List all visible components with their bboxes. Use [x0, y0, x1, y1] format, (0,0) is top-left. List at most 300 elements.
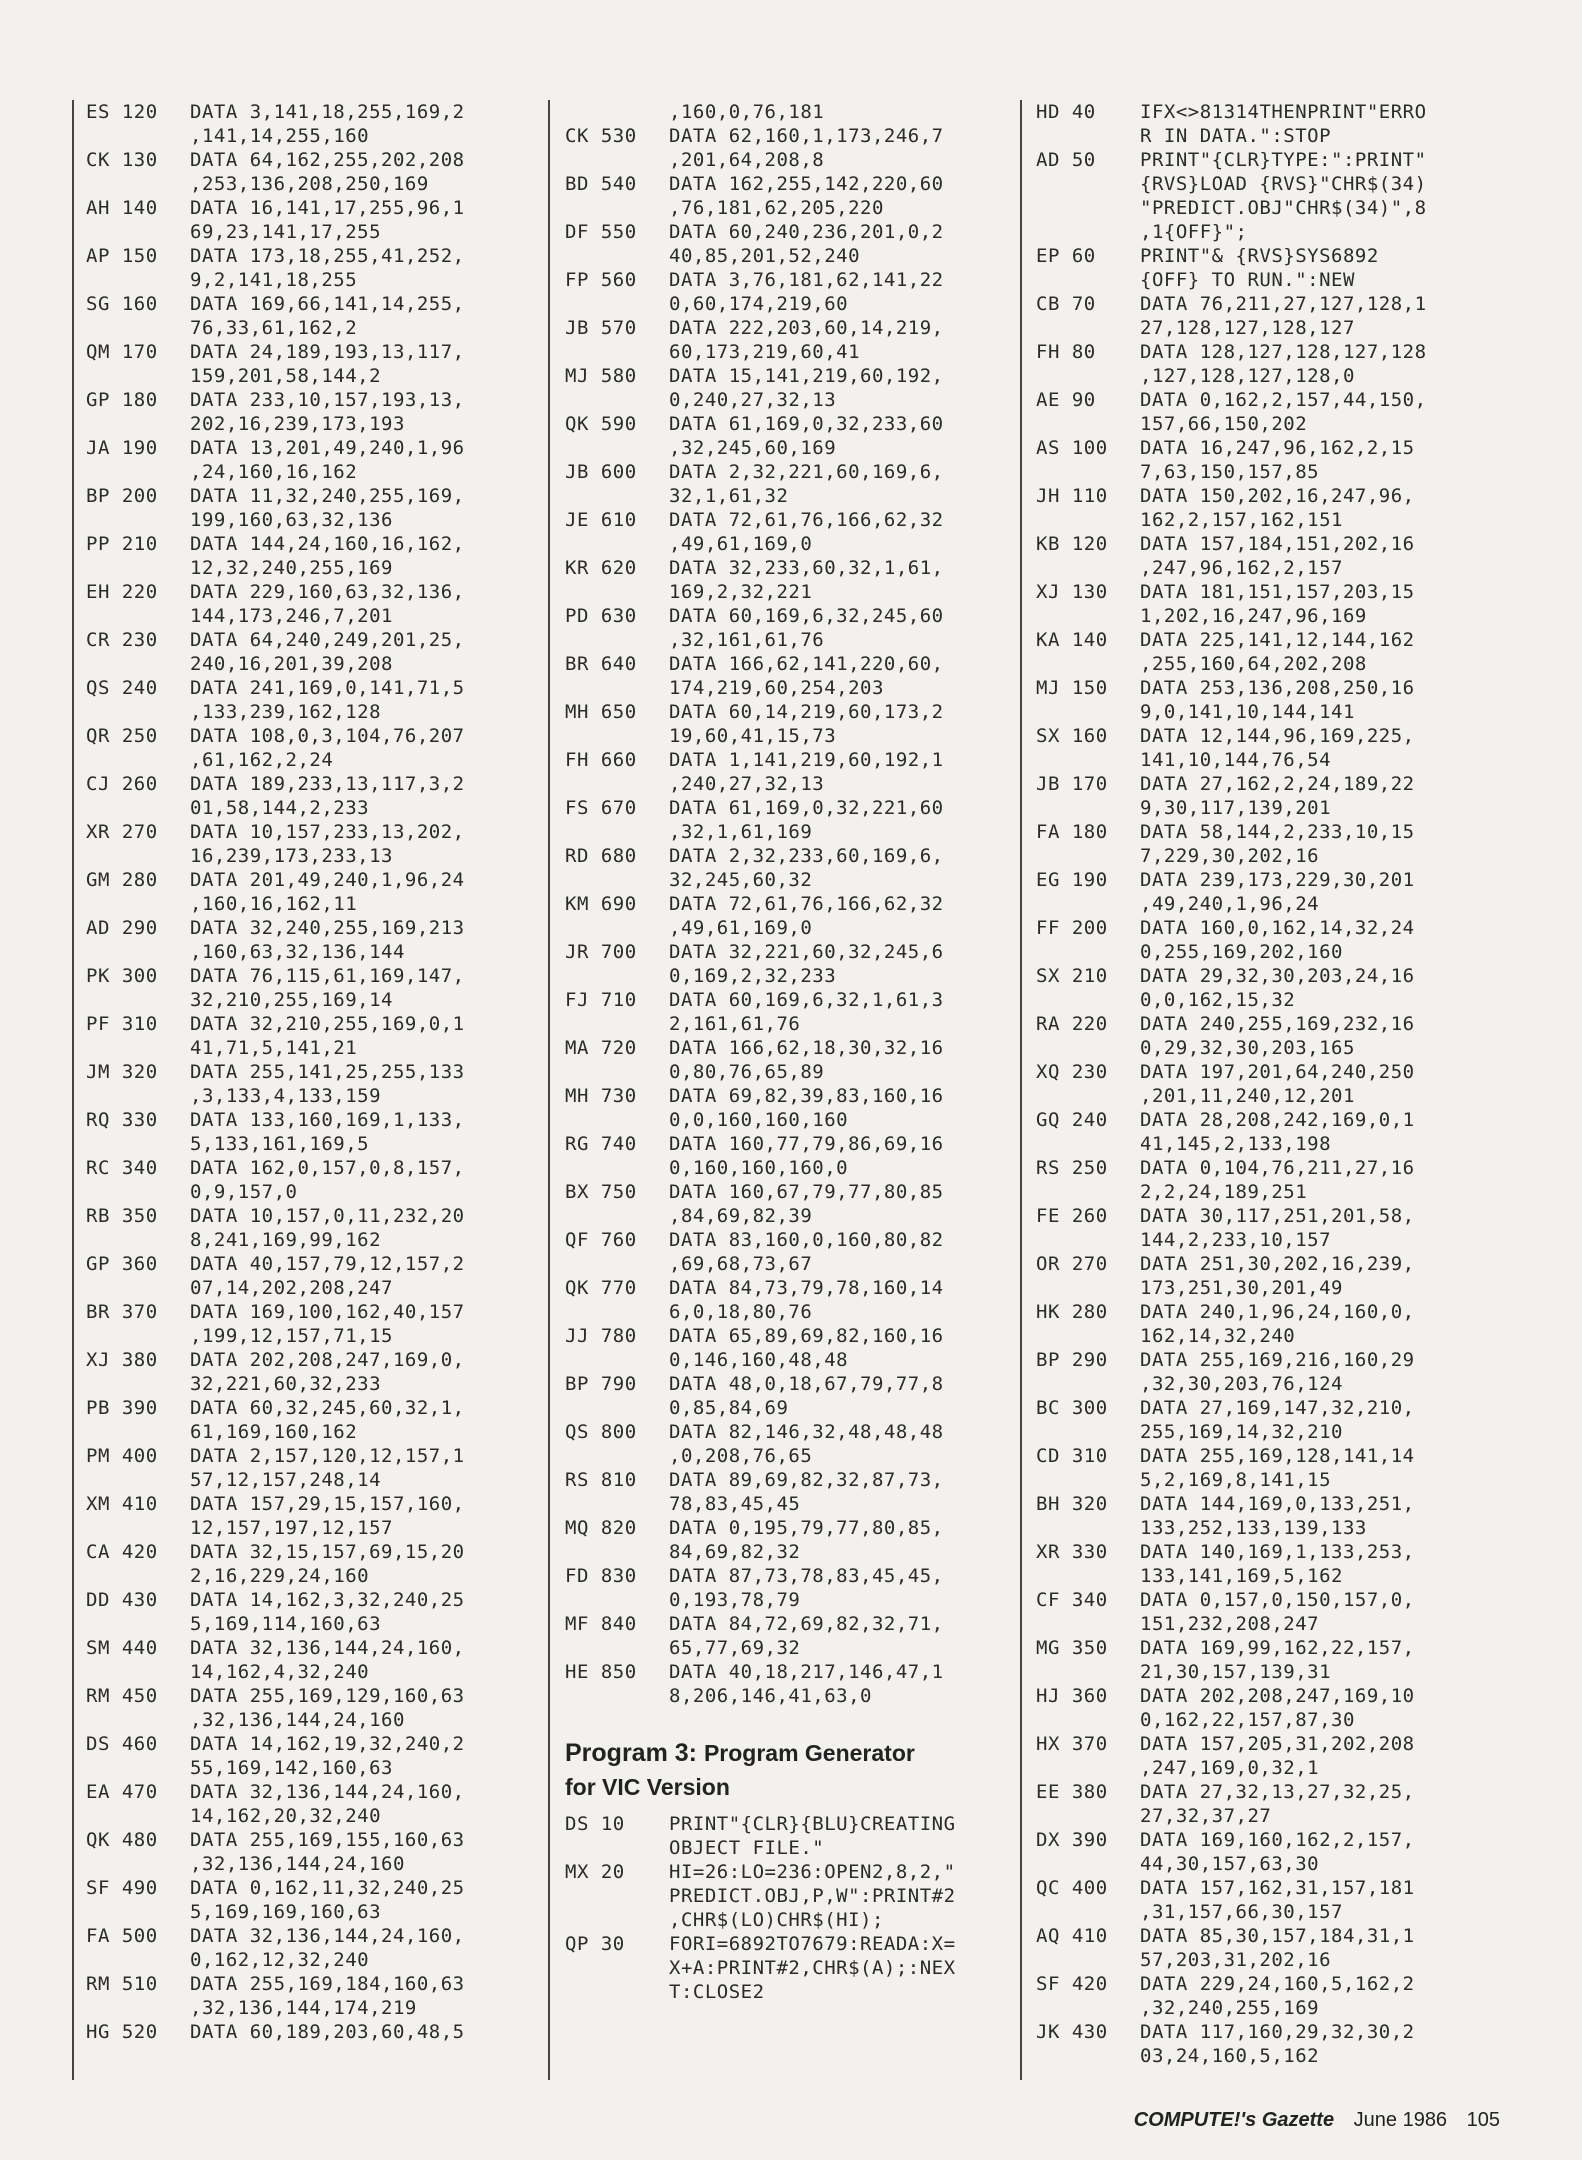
listing-line — [86, 340, 556, 388]
listing-line — [86, 1156, 556, 1204]
listing-line — [565, 1932, 1035, 2004]
listing-line — [1036, 1204, 1506, 1252]
line-code: DATA 157,184,151,202,16 ,247,96,162,2,157 — [1140, 533, 1415, 579]
column-rule-left — [72, 100, 74, 2080]
line-checksum-label: QP 30 — [565, 1933, 625, 1955]
listing-line — [565, 1132, 1035, 1180]
line-code: FORI=6892TO7679:READA:X= X+A:PRINT#2,CHR$(A);:NEX T:CLOSE2 — [669, 1933, 956, 2003]
listing-line — [565, 1036, 1035, 1084]
listing-line — [86, 100, 556, 148]
line-code: DATA 60,169,6,32,1,61,3 2,161,61,76 — [669, 989, 944, 1035]
line-code: DATA 61,169,0,32,221,60 ,32,1,61,169 — [669, 797, 944, 843]
listing-line — [1036, 1684, 1506, 1732]
line-code: DATA 87,73,78,83,45,45, 0,193,78,79 — [669, 1565, 944, 1611]
listing-line — [1036, 1732, 1506, 1780]
line-checksum-label: JR 700 — [565, 941, 637, 963]
line-checksum-label: BP 790 — [565, 1373, 637, 1395]
listing-line — [86, 1396, 556, 1444]
line-checksum-label: DS 10 — [565, 1813, 625, 1835]
line-code: PRINT"{CLR}{BLU}CREATING OBJECT FILE." — [669, 1813, 956, 1859]
line-checksum-label: RD 680 — [565, 845, 637, 867]
listing-line — [86, 1636, 556, 1684]
line-checksum-label: AE 90 — [1036, 389, 1096, 411]
footer-page-number: 105 — [1466, 2109, 1500, 2131]
line-checksum-label: EA 470 — [86, 1781, 158, 1803]
line-checksum-label: AQ 410 — [1036, 1925, 1108, 1947]
line-checksum-label: BR 370 — [86, 1301, 158, 1323]
line-code: DATA 14,162,19,32,240,2 55,169,142,160,63 — [190, 1733, 465, 1779]
listing-line — [565, 796, 1035, 844]
line-checksum-label: DF 550 — [565, 221, 637, 243]
line-checksum-label: KB 120 — [1036, 533, 1108, 555]
line-checksum-label: JB 570 — [565, 317, 637, 339]
line-code: DATA 169,66,141,14,255, 76,33,61,162,2 — [190, 293, 465, 339]
line-code: DATA 82,146,32,48,48,48 ,0,208,76,65 — [669, 1421, 944, 1467]
line-checksum-label: DX 390 — [1036, 1829, 1108, 1851]
listing-line — [86, 1108, 556, 1156]
listing-line — [1036, 1876, 1506, 1924]
line-checksum-label: RB 350 — [86, 1205, 158, 1227]
line-code: DATA 89,69,82,32,87,73, 78,83,45,45 — [669, 1469, 944, 1515]
listing-line — [565, 1860, 1035, 1932]
line-checksum-label: XJ 380 — [86, 1349, 158, 1371]
listing-line — [565, 412, 1035, 460]
line-code: DATA 15,141,219,60,192, 0,240,27,32,13 — [669, 365, 944, 411]
listing-line — [86, 1588, 556, 1636]
line-code: DATA 133,160,169,1,133, 5,133,161,169,5 — [190, 1109, 465, 1155]
listing-line — [1036, 1924, 1506, 1972]
line-code: DATA 12,144,96,169,225, 141,10,144,76,54 — [1140, 725, 1415, 771]
line-code: DATA 32,136,144,24,160, 14,162,20,32,240 — [190, 1781, 465, 1827]
program-3-heading-rest: Program Generator — [703, 1740, 915, 1766]
line-code: DATA 27,162,2,24,189,22 9,30,117,139,201 — [1140, 773, 1415, 819]
line-code: DATA 229,24,160,5,162,2 ,32,240,255,169 — [1140, 1973, 1415, 2019]
footer-publication: COMPUTE!'s Gazette — [1133, 2109, 1335, 2131]
line-code: DATA 157,29,15,157,160, 12,157,197,12,157 — [190, 1493, 465, 1539]
listing-line — [1036, 1828, 1506, 1876]
listing-line — [86, 388, 556, 436]
listing-line — [86, 1972, 556, 2020]
listing-line — [1036, 676, 1506, 724]
line-checksum-label: AD 50 — [1036, 149, 1096, 171]
line-checksum-label: HD 40 — [1036, 101, 1096, 123]
listing-line — [1036, 388, 1506, 436]
line-code: DATA 13,201,49,240,1,96 ,24,160,16,162 — [190, 437, 465, 483]
listing-line — [565, 844, 1035, 892]
line-code: DATA 160,77,79,86,69,16 0,160,160,160,0 — [669, 1133, 944, 1179]
line-code: DATA 32,221,60,32,245,6 0,169,2,32,233 — [669, 941, 944, 987]
line-checksum-label: MG 350 — [1036, 1637, 1108, 1659]
line-code: DATA 60,169,6,32,245,60 ,32,161,61,76 — [669, 605, 944, 651]
listing-line — [86, 1924, 556, 1972]
line-code: PRINT"{CLR}TYPE:":PRINT" {RVS}LOAD {RVS}"CHR$(34) "PREDICT.OBJ"CHR$(34)",8 ,1{OFF}"; — [1140, 149, 1427, 243]
line-checksum-label: MA 720 — [565, 1037, 637, 1059]
line-checksum-label: RS 810 — [565, 1469, 637, 1491]
listing-line — [1036, 436, 1506, 484]
line-code: DATA 157,205,31,202,208 ,247,169,0,32,1 — [1140, 1733, 1415, 1779]
line-checksum-label: SG 160 — [86, 293, 158, 315]
line-code: DATA 28,208,242,169,0,1 41,145,2,133,198 — [1140, 1109, 1415, 1155]
line-code: DATA 160,0,162,14,32,24 0,255,169,202,160 — [1140, 917, 1415, 963]
line-checksum-label: QC 400 — [1036, 1877, 1108, 1899]
listing-line — [86, 1300, 556, 1348]
listing-line — [565, 1276, 1035, 1324]
line-code: DATA 117,160,29,32,30,2 03,24,160,5,162 — [1140, 2021, 1415, 2067]
listing-line — [565, 700, 1035, 748]
line-checksum-label: JM 320 — [86, 1061, 158, 1083]
line-checksum-label: XR 270 — [86, 821, 158, 843]
line-code: DATA 3,141,18,255,169,2 ,141,14,255,160 — [190, 101, 465, 147]
line-code: DATA 24,189,193,13,117, 159,201,58,144,2 — [190, 341, 465, 387]
line-code: DATA 62,160,1,173,246,7 ,201,64,208,8 — [669, 125, 944, 171]
listing-line — [565, 364, 1035, 412]
line-code: DATA 29,32,30,203,24,16 0,0,162,15,32 — [1140, 965, 1415, 1011]
line-checksum-label: GM 280 — [86, 869, 158, 891]
listing-column-1 — [86, 100, 556, 2056]
line-code: DATA 2,32,233,60,169,6, 32,245,60,32 — [669, 845, 944, 891]
line-code: DATA 160,67,79,77,80,85 ,84,69,82,39 — [669, 1181, 944, 1227]
line-checksum-label: RC 340 — [86, 1157, 158, 1179]
line-code: DATA 64,162,255,202,208 ,253,136,208,250,169 — [190, 149, 465, 195]
listing-line — [1036, 628, 1506, 676]
continuation-line — [565, 100, 1035, 124]
listing-line — [1036, 1492, 1506, 1540]
line-code: DATA 181,151,157,203,15 1,202,16,247,96,169 — [1140, 581, 1415, 627]
line-code: DATA 201,49,240,1,96,24 ,160,16,162,11 — [190, 869, 465, 915]
line-checksum-label: QS 240 — [86, 677, 158, 699]
listing-line — [1036, 820, 1506, 868]
line-checksum-label: FA 180 — [1036, 821, 1108, 843]
listing-line — [86, 1060, 556, 1108]
line-code: DATA 69,82,39,83,160,16 0,0,160,160,160 — [669, 1085, 944, 1131]
line-code: DATA 202,208,247,169,10 0,162,22,157,87,30 — [1140, 1685, 1415, 1731]
line-checksum-label: BP 290 — [1036, 1349, 1108, 1371]
line-code: DATA 60,32,245,60,32,1, 61,169,160,162 — [190, 1397, 465, 1443]
line-checksum-label: XJ 130 — [1036, 581, 1108, 603]
line-checksum-label: BX 750 — [565, 1181, 637, 1203]
line-checksum-label: RM 450 — [86, 1685, 158, 1707]
line-checksum-label: DD 430 — [86, 1589, 158, 1611]
listing-line — [86, 916, 556, 964]
line-checksum-label: FH 80 — [1036, 341, 1096, 363]
line-checksum-label: CR 230 — [86, 629, 158, 651]
line-code: HI=26:LO=236:OPEN2,8,2," PREDICT.OBJ,P,W":PRINT#2 ,CHR$(LO)CHR$(HI); — [669, 1861, 956, 1931]
listing-line — [86, 628, 556, 676]
line-checksum-label: SF 420 — [1036, 1973, 1108, 1995]
line-checksum-label: MX 20 — [565, 1861, 625, 1883]
line-code: DATA 169,99,162,22,157, 21,30,157,139,31 — [1140, 1637, 1415, 1683]
line-code: DATA 61,169,0,32,233,60 ,32,245,60,169 — [669, 413, 944, 459]
line-checksum-label: GP 180 — [86, 389, 158, 411]
line-checksum-label: AD 290 — [86, 917, 158, 939]
listing-line — [565, 1228, 1035, 1276]
line-code: DATA 64,240,249,201,25, 240,16,201,39,208 — [190, 629, 465, 675]
line-code: DATA 166,62,141,220,60, 174,219,60,254,203 — [669, 653, 944, 699]
listing-line — [86, 724, 556, 772]
line-code: DATA 162,255,142,220,60 ,76,181,62,205,220 — [669, 173, 944, 219]
line-checksum-label: KR 620 — [565, 557, 637, 579]
line-code: DATA 14,162,3,32,240,25 5,169,114,160,63 — [190, 1589, 465, 1635]
line-code: DATA 202,208,247,169,0, 32,221,60,32,233 — [190, 1349, 465, 1395]
line-checksum-label: JJ 780 — [565, 1325, 637, 1347]
listing-line — [565, 268, 1035, 316]
listing-line — [86, 1684, 556, 1732]
listing-line — [565, 988, 1035, 1036]
line-checksum-label: SX 210 — [1036, 965, 1108, 987]
line-code: DATA 0,157,0,150,157,0, 151,232,208,247 — [1140, 1589, 1415, 1635]
line-code: DATA 32,240,255,169,213 ,160,63,32,136,144 — [190, 917, 465, 963]
line-checksum-label: QM 170 — [86, 341, 158, 363]
line-checksum-label: QK 770 — [565, 1277, 637, 1299]
listing-line — [1036, 1348, 1506, 1396]
line-code: DATA 255,169,216,160,29 ,32,30,203,76,124 — [1140, 1349, 1415, 1395]
line-checksum-label: PF 310 — [86, 1013, 158, 1035]
listing-line — [1036, 580, 1506, 628]
line-checksum-label: RS 250 — [1036, 1157, 1108, 1179]
line-checksum-label: MH 730 — [565, 1085, 637, 1107]
listing-line — [565, 220, 1035, 268]
listing-column-2 — [565, 100, 1035, 2004]
line-code: PRINT"& {RVS}SYS6892 {OFF} TO RUN.":NEW — [1140, 245, 1379, 291]
listing-line — [565, 172, 1035, 220]
line-checksum-label: HG 520 — [86, 2021, 158, 2043]
line-checksum-label: XM 410 — [86, 1493, 158, 1515]
listing-line — [565, 508, 1035, 556]
line-code: DATA 76,211,27,127,128,1 27,128,127,128,127 — [1140, 293, 1427, 339]
line-checksum-label: RG 740 — [565, 1133, 637, 1155]
listing-line — [86, 148, 556, 196]
line-code: DATA 239,173,229,30,201 ,49,240,1,96,24 — [1140, 869, 1415, 915]
line-checksum-label: JB 600 — [565, 461, 637, 483]
line-code: DATA 169,160,162,2,157, 44,30,157,63,30 — [1140, 1829, 1415, 1875]
program-3-heading — [565, 1736, 1035, 1804]
line-checksum-label: BC 300 — [1036, 1397, 1108, 1419]
line-code: DATA 241,169,0,141,71,5 ,133,239,162,128 — [190, 677, 465, 723]
listing-line — [86, 1012, 556, 1060]
listing-line — [86, 1444, 556, 1492]
line-checksum-label: HE 850 — [565, 1661, 637, 1683]
line-code: DATA 255,141,25,255,133 ,3,133,4,133,159 — [190, 1061, 465, 1107]
line-checksum-label: EP 60 — [1036, 245, 1096, 267]
line-code: DATA 16,141,17,255,96,1 69,23,141,17,255 — [190, 197, 465, 243]
line-checksum-label: GP 360 — [86, 1253, 158, 1275]
line-code: DATA 240,1,96,24,160,0, 162,14,32,240 — [1140, 1301, 1415, 1347]
line-checksum-label: QF 760 — [565, 1229, 637, 1251]
line-checksum-label: FA 500 — [86, 1925, 158, 1947]
listing-line — [565, 1612, 1035, 1660]
line-code: DATA 255,169,129,160,63 ,32,136,144,24,160 — [190, 1685, 465, 1731]
listing-line — [86, 1732, 556, 1780]
listing-line — [1036, 244, 1506, 292]
line-code: DATA 58,144,2,233,10,15 7,229,30,202,16 — [1140, 821, 1415, 867]
line-code: DATA 11,32,240,255,169, 199,160,63,32,136 — [190, 485, 465, 531]
listing-line — [565, 1660, 1035, 1708]
listing-line — [86, 244, 556, 292]
listing-line — [1036, 1540, 1506, 1588]
line-checksum-label: MF 840 — [565, 1613, 637, 1635]
listing-line — [1036, 772, 1506, 820]
line-checksum-label: DS 460 — [86, 1733, 158, 1755]
line-checksum-label: MQ 820 — [565, 1517, 637, 1539]
line-code: DATA 32,15,157,69,15,20 2,16,229,24,160 — [190, 1541, 465, 1587]
line-checksum-label: PK 300 — [86, 965, 158, 987]
line-code: DATA 197,201,64,240,250 ,201,11,240,12,201 — [1140, 1061, 1415, 1107]
listing-line — [565, 604, 1035, 652]
program-3-heading-line2: for VIC Version — [565, 1774, 730, 1800]
line-checksum-label: GQ 240 — [1036, 1109, 1108, 1131]
listing-line — [565, 316, 1035, 364]
listing-line — [565, 748, 1035, 796]
line-checksum-label: FH 660 — [565, 749, 637, 771]
listing-line — [86, 580, 556, 628]
line-checksum-label: JA 190 — [86, 437, 158, 459]
listing-line — [86, 1204, 556, 1252]
line-checksum-label: SM 440 — [86, 1637, 158, 1659]
listing-line — [565, 1084, 1035, 1132]
line-checksum-label: MH 650 — [565, 701, 637, 723]
line-code: DATA 72,61,76,166,62,32 ,49,61,169,0 — [669, 893, 944, 939]
listing-line — [565, 1420, 1035, 1468]
line-checksum-label: MJ 580 — [565, 365, 637, 387]
listing-line — [565, 460, 1035, 508]
line-code: DATA 240,255,169,232,16 0,29,32,30,203,165 — [1140, 1013, 1415, 1059]
listing-line — [565, 1812, 1035, 1860]
line-code: DATA 140,169,1,133,253, 133,141,169,5,162 — [1140, 1541, 1415, 1587]
line-code: DATA 84,73,79,78,160,14 6,0,18,80,76 — [669, 1277, 944, 1323]
listing-line — [1036, 100, 1506, 148]
listing-line — [86, 1252, 556, 1300]
line-code: DATA 48,0,18,67,79,77,8 0,85,84,69 — [669, 1373, 944, 1419]
program-3-heading-bold: Program 3: — [565, 1739, 697, 1767]
listing-line — [1036, 1636, 1506, 1684]
listing-line — [565, 892, 1035, 940]
listing-line — [86, 532, 556, 580]
line-code: DATA 32,136,144,24,160, 14,162,4,32,240 — [190, 1637, 465, 1683]
listing-line — [86, 772, 556, 820]
line-code: DATA 222,203,60,14,219, 60,173,219,60,41 — [669, 317, 944, 363]
line-code: DATA 169,100,162,40,157 ,199,12,157,71,15 — [190, 1301, 465, 1347]
line-checksum-label: QR 250 — [86, 725, 158, 747]
line-checksum-label: BD 540 — [565, 173, 637, 195]
line-checksum-label: EG 190 — [1036, 869, 1108, 891]
line-checksum-label: PB 390 — [86, 1397, 158, 1419]
listing-line — [86, 436, 556, 484]
line-code: DATA 32,136,144,24,160, 0,162,12,32,240 — [190, 1925, 465, 1971]
line-checksum-label: BP 200 — [86, 485, 158, 507]
listing-column-3 — [1036, 100, 1506, 2068]
line-code: DATA 27,169,147,32,210, 255,169,14,32,210 — [1140, 1397, 1415, 1443]
line-checksum-label: OR 270 — [1036, 1253, 1108, 1275]
listing-line — [1036, 340, 1506, 388]
line-checksum-label: JK 430 — [1036, 2021, 1108, 2043]
listing-line — [1036, 1060, 1506, 1108]
line-checksum-label: KM 690 — [565, 893, 637, 915]
listing-line — [1036, 964, 1506, 1012]
listing-line — [1036, 1300, 1506, 1348]
line-checksum-label: FF 200 — [1036, 917, 1108, 939]
listing-line — [86, 292, 556, 340]
listing-line — [565, 940, 1035, 988]
line-code: DATA 255,169,184,160,63 ,32,136,144,174,219 — [190, 1973, 465, 2019]
listing-line — [86, 820, 556, 868]
line-code: DATA 10,157,0,11,232,20 8,241,169,99,162 — [190, 1205, 465, 1251]
line-code: DATA 27,32,13,27,32,25, 27,32,37,27 — [1140, 1781, 1415, 1827]
line-checksum-label: QS 800 — [565, 1421, 637, 1443]
listing-line — [86, 1876, 556, 1924]
listing-line — [565, 1180, 1035, 1228]
listing-line — [1036, 1444, 1506, 1492]
line-checksum-label: QK 590 — [565, 413, 637, 435]
line-checksum-label: RM 510 — [86, 1973, 158, 1995]
line-code: DATA 233,10,157,193,13, 202,16,239,173,193 — [190, 389, 465, 435]
line-code: DATA 65,89,69,82,160,16 0,146,160,48,48 — [669, 1325, 944, 1371]
listing-line — [1036, 724, 1506, 772]
line-code: DATA 30,117,251,201,58, 144,2,233,10,157 — [1140, 1205, 1415, 1251]
line-checksum-label: PM 400 — [86, 1445, 158, 1467]
listing-line — [86, 964, 556, 1012]
listing-line — [1036, 292, 1506, 340]
line-code: IFX<>81314THENPRINT"ERRO R IN DATA.":STOP — [1140, 101, 1427, 147]
listing-line — [1036, 1108, 1506, 1156]
line-code: DATA 162,0,157,0,8,157, 0,9,157,0 — [190, 1157, 465, 1203]
line-checksum-label: CF 340 — [1036, 1589, 1108, 1611]
line-checksum-label: CA 420 — [86, 1541, 158, 1563]
line-checksum-label: KA 140 — [1036, 629, 1108, 651]
line-checksum-label: CD 310 — [1036, 1445, 1108, 1467]
listing-line — [86, 196, 556, 244]
line-checksum-label: JB 170 — [1036, 773, 1108, 795]
line-checksum-label: CK 530 — [565, 125, 637, 147]
line-checksum-label: EH 220 — [86, 581, 158, 603]
line-code: DATA 0,195,79,77,80,85, 84,69,82,32 — [669, 1517, 944, 1563]
line-checksum-label: AS 100 — [1036, 437, 1108, 459]
line-code: DATA 60,240,236,201,0,2 40,85,201,52,240 — [669, 221, 944, 267]
line-code: DATA 60,189,203,60,48,5 — [190, 2021, 465, 2043]
line-code: DATA 84,72,69,82,32,71, 65,77,69,32 — [669, 1613, 944, 1659]
listing-line — [1036, 916, 1506, 964]
listing-line — [86, 484, 556, 532]
line-code: DATA 83,160,0,160,80,82 ,69,68,73,67 — [669, 1229, 944, 1275]
line-checksum-label: FS 670 — [565, 797, 637, 819]
line-code: DATA 128,127,128,127,128 ,127,128,127,128,0 — [1140, 341, 1427, 387]
line-code: DATA 173,18,255,41,252, 9,2,141,18,255 — [190, 245, 465, 291]
line-checksum-label: EE 380 — [1036, 1781, 1108, 1803]
line-checksum-label: HX 370 — [1036, 1733, 1108, 1755]
line-checksum-label: HK 280 — [1036, 1301, 1108, 1323]
listing-line — [565, 1324, 1035, 1372]
listing-line — [565, 1372, 1035, 1420]
line-checksum-label: CK 130 — [86, 149, 158, 171]
line-code: DATA 144,24,160,16,162, 12,32,240,255,169 — [190, 533, 465, 579]
line-code: DATA 76,115,61,169,147, 32,210,255,169,14 — [190, 965, 465, 1011]
listing-line — [1036, 1972, 1506, 2020]
line-checksum-label: CB 70 — [1036, 293, 1096, 315]
line-code: DATA 40,157,79,12,157,2 07,14,202,208,247 — [190, 1253, 465, 1299]
line-code: DATA 251,30,202,16,239, 173,251,30,201,49 — [1140, 1253, 1415, 1299]
listing-line — [1036, 2020, 1506, 2068]
listing-line — [565, 556, 1035, 604]
line-checksum-label: SF 490 — [86, 1877, 158, 1899]
line-code: DATA 32,233,60,32,1,61, 169,2,32,221 — [669, 557, 944, 603]
line-checksum-label: AP 150 — [86, 245, 158, 267]
footer-date: June 1986 — [1353, 2109, 1448, 2131]
line-checksum-label: BH 320 — [1036, 1493, 1108, 1515]
line-code: DATA 72,61,76,166,62,32 ,49,61,169,0 — [669, 509, 944, 555]
line-checksum-label: JH 110 — [1036, 485, 1108, 507]
line-code: DATA 3,76,181,62,141,22 0,60,174,219,60 — [669, 269, 944, 315]
line-code: DATA 16,247,96,162,2,15 7,63,150,157,85 — [1140, 437, 1415, 483]
listing-line — [86, 1780, 556, 1828]
